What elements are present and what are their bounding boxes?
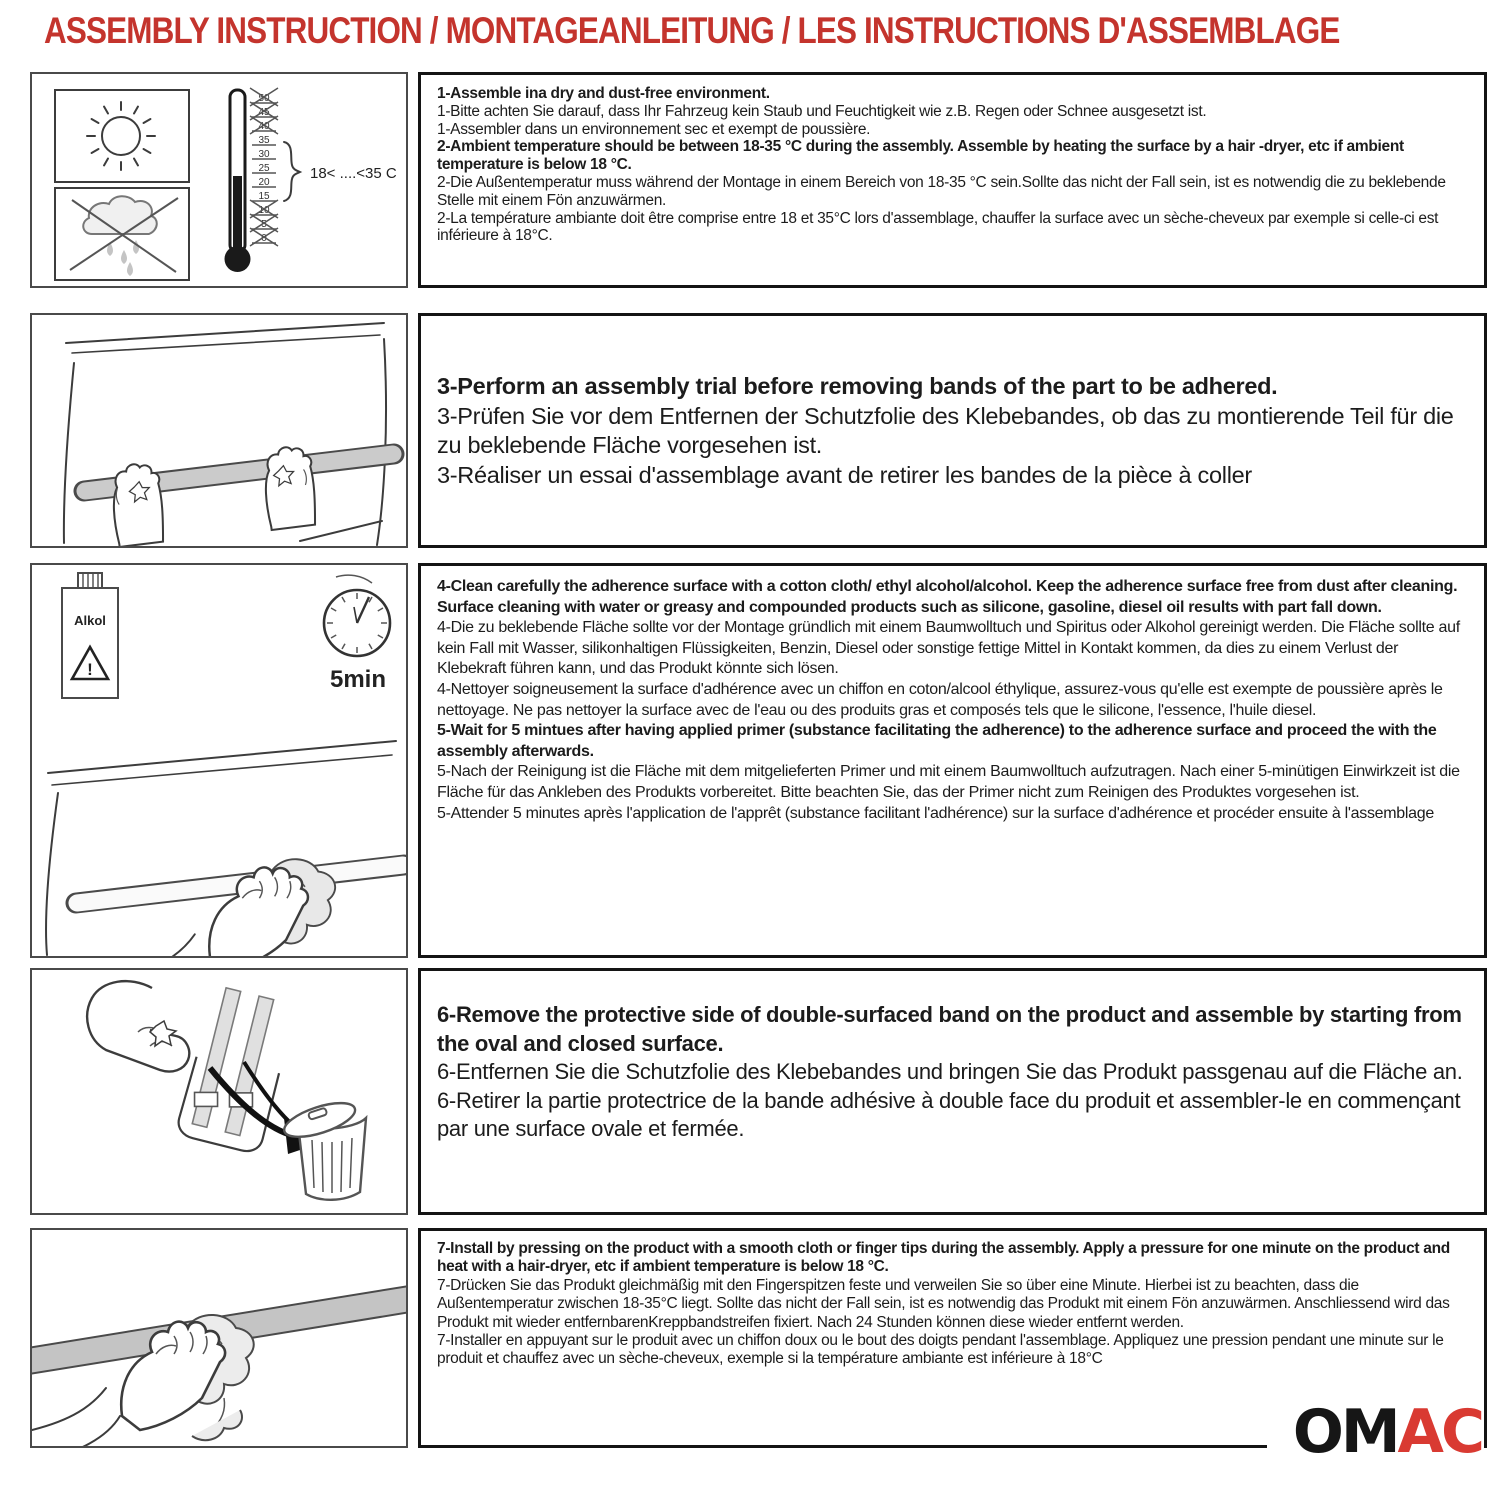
step1-en: 1-Assemble ina dry and dust-free environment.	[437, 85, 770, 102]
step-text-6	[418, 968, 1487, 1215]
step1-fr: 1-Assembler dans un environnement sec et exempt de poussière.	[437, 120, 871, 138]
svg-text:50: 50	[258, 93, 270, 104]
warning-exclamation: !	[87, 660, 93, 679]
temperature-range-label: 18< ....<35 C	[310, 165, 397, 182]
page-title: ASSEMBLY INSTRUCTION / MONTAGEANLEITUNG / LES INSTRUCTIONS D'ASSEMBLAGE	[44, 10, 1340, 51]
svg-text:5: 5	[261, 219, 267, 230]
svg-text:0: 0	[261, 233, 267, 244]
step1-de: 1-Bitte achten Sie darauf, dass Ihr Fahrzeug kein Staub und Feuchtigkeit wie z.B. Regen oder Schnee ausgesetzt ist.	[437, 102, 1207, 120]
step2-fr: 2-La température ambiante doit être comprise entre 18 et 35°C lors d'assemblage, chauffer la surface avec un sèche-cheveux par exemple si celle-ci est inférieure à 18°C.	[437, 209, 1439, 245]
left-hand-icon	[108, 461, 167, 546]
svg-text:10: 10	[258, 205, 270, 216]
svg-text:20: 20	[258, 177, 270, 188]
illustration-peel-band	[30, 968, 408, 1215]
pinching-hand-icon	[87, 981, 189, 1071]
step6-fr: 6-Retirer la partie protectrice de la bande adhésive à double face du produit et assembler-le en commençant par une surface ovale et fermée.	[437, 1087, 1461, 1141]
step4-en: 4-Clean carefully the adherence surface with a cotton cloth/ ethyl alcohol/alcohol. Keep the adherence surface free from dust after cleaning. Surface cleaning with water or greasy and compounded products such as silicone, gasoline, diesel oil results with part fall down.	[437, 578, 1458, 616]
step5-en: 5-Wait for 5 mintues after having applied primer (substance facilitating the adherence) to the adherence surface and proceed the with the assembly afterwards.	[437, 722, 1437, 760]
environment-temperature-icon	[32, 74, 406, 286]
step-row-2	[30, 313, 1487, 548]
step-row-3	[30, 563, 1487, 958]
assembly-trial-icon	[32, 315, 406, 546]
step4-fr: 4-Nettoyer soigneusement la surface d'adhérence avec un chiffon en coton/alcool éthylique, assurez-vous qu'elle est exempte de poussière après le nettoyage. Ne pas nettoyer la surface avec de l'eau ou des produits gras et composés tels que le silicone, l'essence, l'huile diesel.	[437, 680, 1443, 719]
illustration-cleaning	[30, 563, 408, 958]
svg-text:15: 15	[258, 191, 270, 202]
step7-fr: 7-Installer en appuyant sur le produit avec un chiffon doux ou le bout des doigts pendant l'assemblage. Appliquez une pression pendant une minute sur le produit et chauffez avec un sèche-cheveux, exemple si la température ambiante est inférieure à 18°C	[437, 1332, 1444, 1368]
step-text-1	[418, 72, 1487, 288]
omac-logo-black-part: OM	[1292, 1397, 1398, 1467]
step6-en: 6-Remove the protective side of double-surfaced band on the product and assemble by starting from the oval and closed surface.	[437, 1002, 1462, 1056]
step5-fr: 5-Attender 5 minutes après l'application de l'apprêt (substance facilitant l'adhérence) sur la surface d'adhérence et procéder ensuite à l'assemblage	[437, 804, 1434, 822]
right-hand-icon	[260, 444, 319, 530]
step-text-4-5	[418, 563, 1487, 958]
step4-de: 4-Die zu beklebende Fläche sollte vor der Montage gründlich mit einem Baumwolltuch und Spiritus oder Alkohol gereinigt werden. Die Fläche sollte auf kein Fall mit Wasser, silikonhaltigen Flüssigkeiten, Benzin, Diesel oder sonstige fettige Mittel in Kontakt kommen, da dies zu einem Verlust der Klebekraft führen kann, und das Produkt könnte sich lösen.	[437, 619, 1460, 678]
clock-icon	[324, 575, 390, 693]
illustration-assembly-trial	[30, 313, 408, 548]
step7-en: 7-Install by pressing on the product with a smooth cloth or finger tips during the assembly. Apply a pressure for one minute on the product and heat with a hair-dryer, etc if ambient temperature is below 18 °C.	[437, 1240, 1450, 1276]
step6-de: 6-Entfernen Sie die Schutzfolie des Klebebandes und bringen Sie das Produkt passgenau auf die Fläche an.	[437, 1059, 1463, 1084]
thermometer-icon	[225, 88, 397, 272]
sun-icon	[55, 90, 189, 182]
step-rows	[30, 72, 1487, 1448]
svg-text:30: 30	[258, 149, 270, 160]
press-install-icon	[32, 1230, 406, 1446]
no-rain-icon	[55, 188, 189, 280]
step2-de: 2-Die Außentemperatur muss während der Montage in einem Bereich von 18-35 °C sein.Sollte das nicht der Fall sein, ist es notwendig die zu beklebende Stelle mit einem Fön anzuwärmen.	[437, 173, 1446, 209]
omac-logo-red-part: AC	[1397, 1397, 1482, 1467]
cleaning-icon	[32, 565, 406, 956]
svg-text:25: 25	[258, 163, 270, 174]
step5-de: 5-Nach der Reinigung ist die Fläche mit dem mitgelieferten Primer und mit einem Baumwolltuch aufzutragen. Nach einer 5-minütigen Einwirkzeit ist die Fläche für das Ankleben des Produkts vorbereitet. Bitte beachten Sie, das der Primer nicht zum Reinigen des Produktes vorgesehen ist.	[437, 763, 1460, 801]
svg-text:40: 40	[258, 121, 270, 132]
alcohol-label: Alkol	[74, 613, 106, 628]
wiping-hand-icon	[124, 859, 335, 956]
illustration-environment	[30, 72, 408, 288]
alcohol-bottle-icon	[62, 573, 118, 698]
svg-text:35: 35	[258, 135, 270, 146]
clock-label: 5min	[329, 666, 387, 693]
peel-band-icon	[32, 970, 406, 1213]
step7-de: 7-Drücken Sie das Produkt gleichmäßig mit den Fingerspitzen feste und verweilen Sie so über eine Minute. Hierbei ist zu beachten, dass die Außentemperatur zwischen 18-35°C liegt. Sollte das nicht der Fall sein, ist es notwendig das Produkt mit einem Fön anzuwärmen. Anschliessend wird das Produkt mit wieder entfernbarenKreppbandstreifen fixiert. Nach 24 Stunden können diese wieder entfernt werden.	[437, 1276, 1450, 1331]
step3-de: 3-Prüfen Sie vor dem Entfernen der Schutzfolie des Klebebandes, ob das zu montierende Teil für die zu beklebende Fläche vorgesehen ist.	[437, 402, 1454, 458]
omac-logo	[1267, 1396, 1484, 1468]
step2-en: 2-Ambient temperature should be between 18-35 °C during the assembly. Assemble by heating the surface by a hair -dryer, etc if ambient temperature is below 18 °C.	[437, 138, 1404, 174]
step3-fr: 3-Réaliser un essai d'assemblage avant de retirer les bandes de la pièce à coller	[437, 461, 1252, 488]
step-row-1	[30, 72, 1487, 288]
step-text-3	[418, 313, 1487, 548]
svg-text:45: 45	[258, 107, 270, 118]
step3-en: 3-Perform an assembly trial before removing bands of the part to be adhered.	[437, 373, 1278, 399]
illustration-press-install	[30, 1228, 408, 1448]
step-row-4	[30, 968, 1487, 1215]
